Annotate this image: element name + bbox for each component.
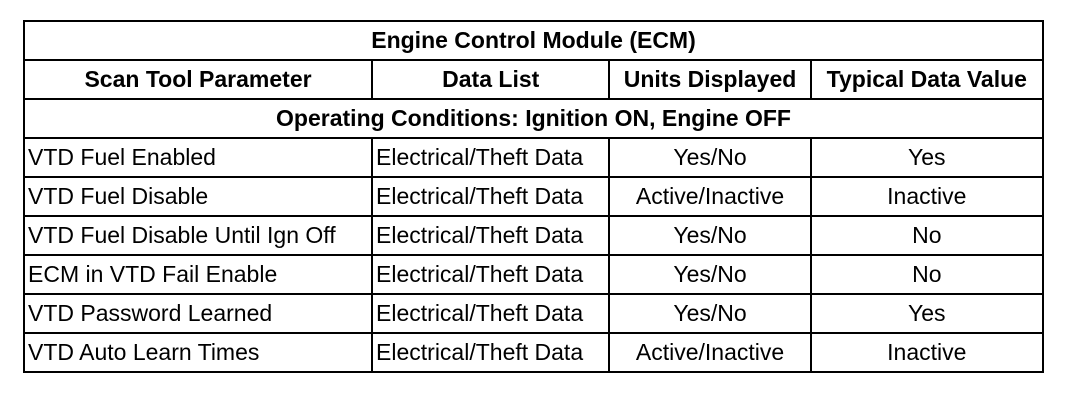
row-units: Yes/No	[609, 255, 810, 294]
row-units: Yes/No	[609, 138, 810, 177]
row-data-list: Electrical/Theft Data	[372, 255, 609, 294]
header-data-list: Data List	[372, 60, 609, 99]
row-typical-value: Inactive	[811, 333, 1043, 372]
row-typical-value: No	[811, 216, 1043, 255]
row-parameter: VTD Password Learned	[24, 294, 372, 333]
row-units: Active/Inactive	[609, 333, 810, 372]
table-header-row	[24, 60, 1043, 99]
row-typical-value: No	[811, 255, 1043, 294]
table-row	[24, 177, 1043, 216]
operating-conditions-row	[24, 99, 1043, 138]
row-parameter: VTD Fuel Disable Until Ign Off	[24, 216, 372, 255]
table-row	[24, 255, 1043, 294]
row-data-list: Electrical/Theft Data	[372, 216, 609, 255]
row-data-list: Electrical/Theft Data	[372, 138, 609, 177]
row-data-list: Electrical/Theft Data	[372, 294, 609, 333]
row-parameter: VTD Fuel Disable	[24, 177, 372, 216]
operating-conditions: Operating Conditions: Ignition ON, Engine OFF	[24, 99, 1043, 138]
table-row	[24, 333, 1043, 372]
row-units: Active/Inactive	[609, 177, 810, 216]
table-title-row	[24, 21, 1043, 60]
table-row	[24, 294, 1043, 333]
ecm-data-table	[23, 20, 1044, 373]
table-title: Engine Control Module (ECM)	[24, 21, 1043, 60]
row-parameter: VTD Fuel Enabled	[24, 138, 372, 177]
row-data-list: Electrical/Theft Data	[372, 333, 609, 372]
header-typical-data-value: Typical Data Value	[811, 60, 1043, 99]
row-units: Yes/No	[609, 294, 810, 333]
table-row	[24, 216, 1043, 255]
row-data-list: Electrical/Theft Data	[372, 177, 609, 216]
header-scan-tool-parameter: Scan Tool Parameter	[24, 60, 372, 99]
header-units-displayed: Units Displayed	[609, 60, 810, 99]
row-parameter: ECM in VTD Fail Enable	[24, 255, 372, 294]
row-units: Yes/No	[609, 216, 810, 255]
row-typical-value: Yes	[811, 138, 1043, 177]
row-typical-value: Yes	[811, 294, 1043, 333]
row-parameter: VTD Auto Learn Times	[24, 333, 372, 372]
row-typical-value: Inactive	[811, 177, 1043, 216]
table-row	[24, 138, 1043, 177]
